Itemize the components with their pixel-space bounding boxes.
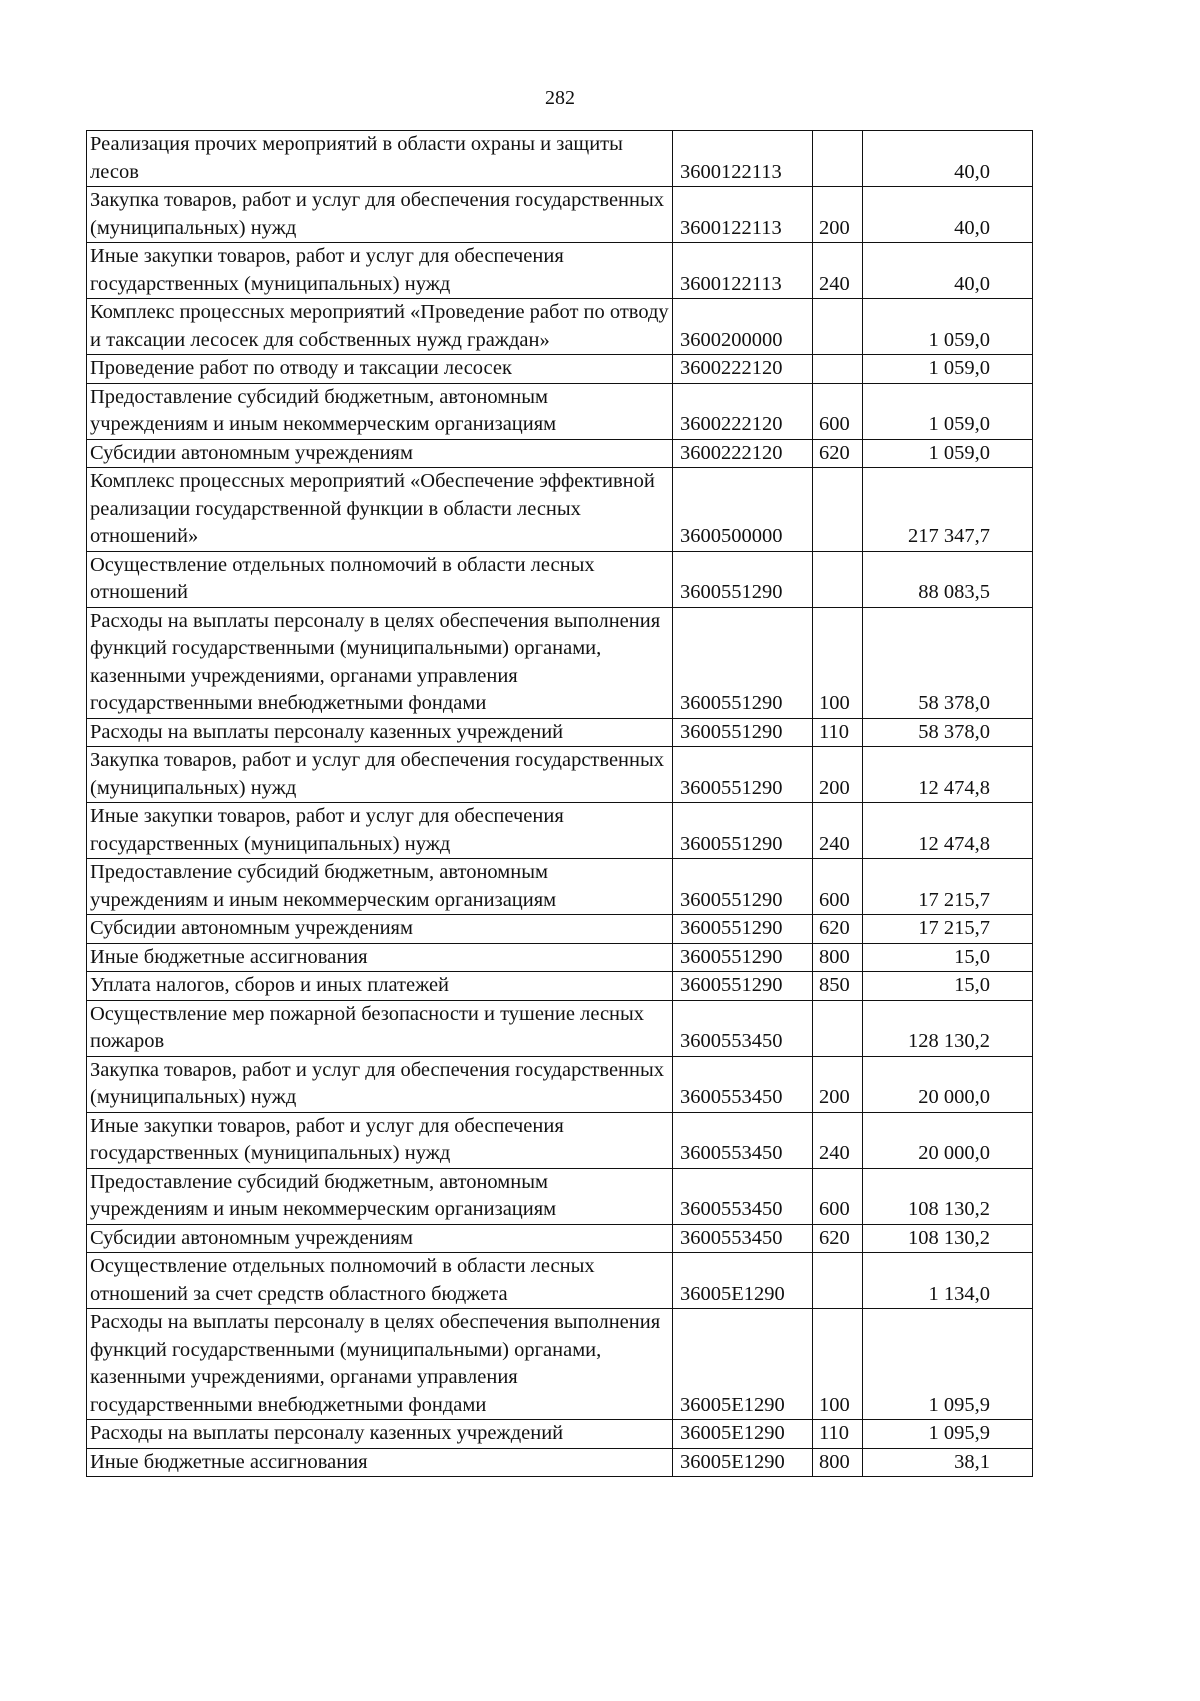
item-name: Предоставление субсидий бюджетным, автономным учреждениям и иным некоммерческим организациям <box>87 859 673 915</box>
target-code: 3600222120 <box>673 439 813 468</box>
target-code: 3600200000 <box>673 299 813 355</box>
item-name: Комплекс процессных мероприятий «Проведение работ по отводу и таксации лесосек для собственных нужд граждан» <box>87 299 673 355</box>
target-code: 3600551290 <box>673 943 813 972</box>
item-name: Субсидии автономным учреждениям <box>87 439 673 468</box>
table-row <box>87 299 1033 355</box>
target-code: 3600122113 <box>673 131 813 187</box>
table-row <box>87 131 1033 187</box>
expense-type: 240 <box>813 803 863 859</box>
table-row <box>87 859 1033 915</box>
target-code: 36005E1290 <box>673 1309 813 1420</box>
table-row <box>87 1253 1033 1309</box>
item-name: Расходы на выплаты персоналу в целях обеспечения выполнения функций государственными (муниципальными) органами, казенными учреждениями, органами управления государственными внебюджетными фондами <box>87 607 673 718</box>
amount: 17 215,7 <box>863 915 1033 944</box>
target-code: 3600551290 <box>673 915 813 944</box>
target-code: 36005E1290 <box>673 1448 813 1477</box>
amount: 1 134,0 <box>863 1253 1033 1309</box>
target-code: 3600551290 <box>673 803 813 859</box>
table-row <box>87 1168 1033 1224</box>
target-code: 3600222120 <box>673 383 813 439</box>
amount: 108 130,2 <box>863 1224 1033 1253</box>
item-name: Закупка товаров, работ и услуг для обеспечения государственных (муниципальных) нужд <box>87 1056 673 1112</box>
expense-type: 850 <box>813 972 863 1001</box>
amount: 1 059,0 <box>863 439 1033 468</box>
table-row <box>87 468 1033 552</box>
table-row <box>87 1224 1033 1253</box>
target-code: 3600553450 <box>673 1168 813 1224</box>
item-name: Предоставление субсидий бюджетным, автономным учреждениям и иным некоммерческим организациям <box>87 1168 673 1224</box>
expense-type: 800 <box>813 943 863 972</box>
expense-type <box>813 355 863 384</box>
expense-type: 200 <box>813 1056 863 1112</box>
item-name: Осуществление мер пожарной безопасности и тушение лесных пожаров <box>87 1000 673 1056</box>
target-code: 3600122113 <box>673 187 813 243</box>
table-row <box>87 243 1033 299</box>
table-row <box>87 607 1033 718</box>
expense-type: 620 <box>813 439 863 468</box>
expense-type: 620 <box>813 915 863 944</box>
target-code: 3600553450 <box>673 1000 813 1056</box>
amount: 17 215,7 <box>863 859 1033 915</box>
expense-type <box>813 1000 863 1056</box>
expense-type: 200 <box>813 747 863 803</box>
expense-type: 200 <box>813 187 863 243</box>
item-name: Иные бюджетные ассигнования <box>87 1448 673 1477</box>
item-name: Осуществление отдельных полномочий в области лесных отношений <box>87 551 673 607</box>
item-name: Расходы на выплаты персоналу казенных учреждений <box>87 1420 673 1449</box>
item-name: Субсидии автономным учреждениям <box>87 1224 673 1253</box>
item-name: Комплекс процессных мероприятий «Обеспечение эффективной реализации государственной функции в области лесных отношений» <box>87 468 673 552</box>
amount: 20 000,0 <box>863 1056 1033 1112</box>
amount: 1 095,9 <box>863 1420 1033 1449</box>
amount: 40,0 <box>863 131 1033 187</box>
target-code: 3600551290 <box>673 551 813 607</box>
expense-type: 600 <box>813 859 863 915</box>
amount: 108 130,2 <box>863 1168 1033 1224</box>
item-name: Иные закупки товаров, работ и услуг для обеспечения государственных (муниципальных) нужд <box>87 243 673 299</box>
table-row <box>87 1056 1033 1112</box>
expense-type: 240 <box>813 243 863 299</box>
table-row <box>87 383 1033 439</box>
amount: 1 059,0 <box>863 299 1033 355</box>
expense-type: 600 <box>813 1168 863 1224</box>
table-row <box>87 747 1033 803</box>
item-name: Закупка товаров, работ и услуг для обеспечения государственных (муниципальных) нужд <box>87 747 673 803</box>
item-name: Расходы на выплаты персоналу в целях обеспечения выполнения функций государственными (муниципальными) органами, казенными учреждениями, органами управления государственными внебюджетными фондами <box>87 1309 673 1420</box>
table-row <box>87 355 1033 384</box>
table-row <box>87 972 1033 1001</box>
table-row <box>87 1112 1033 1168</box>
table-row <box>87 718 1033 747</box>
amount: 58 378,0 <box>863 607 1033 718</box>
table-row <box>87 1420 1033 1449</box>
table-row <box>87 1000 1033 1056</box>
expense-type: 600 <box>813 383 863 439</box>
table-row <box>87 803 1033 859</box>
target-code: 3600553450 <box>673 1056 813 1112</box>
item-name: Закупка товаров, работ и услуг для обеспечения государственных (муниципальных) нужд <box>87 187 673 243</box>
budget-table <box>86 130 1033 1477</box>
item-name: Реализация прочих мероприятий в области охраны и защиты лесов <box>87 131 673 187</box>
target-code: 3600122113 <box>673 243 813 299</box>
item-name: Расходы на выплаты персоналу казенных учреждений <box>87 718 673 747</box>
amount: 217 347,7 <box>863 468 1033 552</box>
expense-type: 100 <box>813 607 863 718</box>
page-number: 282 <box>545 87 575 109</box>
amount: 58 378,0 <box>863 718 1033 747</box>
amount: 40,0 <box>863 243 1033 299</box>
target-code: 36005E1290 <box>673 1253 813 1309</box>
amount: 20 000,0 <box>863 1112 1033 1168</box>
item-name: Проведение работ по отводу и таксации лесосек <box>87 355 673 384</box>
amount: 38,1 <box>863 1448 1033 1477</box>
target-code: 3600551290 <box>673 972 813 1001</box>
table-row <box>87 1309 1033 1420</box>
expense-type <box>813 131 863 187</box>
expense-type: 110 <box>813 1420 863 1449</box>
target-code: 3600551290 <box>673 607 813 718</box>
table-row <box>87 551 1033 607</box>
amount: 12 474,8 <box>863 803 1033 859</box>
item-name: Субсидии автономным учреждениям <box>87 915 673 944</box>
target-code: 3600553450 <box>673 1112 813 1168</box>
expense-type <box>813 551 863 607</box>
amount: 1 059,0 <box>863 355 1033 384</box>
amount: 1 059,0 <box>863 383 1033 439</box>
expense-type: 800 <box>813 1448 863 1477</box>
expense-type <box>813 1253 863 1309</box>
target-code: 3600553450 <box>673 1224 813 1253</box>
amount: 128 130,2 <box>863 1000 1033 1056</box>
amount: 15,0 <box>863 943 1033 972</box>
target-code: 36005E1290 <box>673 1420 813 1449</box>
item-name: Иные закупки товаров, работ и услуг для обеспечения государственных (муниципальных) нужд <box>87 803 673 859</box>
item-name: Уплата налогов, сборов и иных платежей <box>87 972 673 1001</box>
target-code: 3600551290 <box>673 718 813 747</box>
expense-type: 110 <box>813 718 863 747</box>
table-row <box>87 943 1033 972</box>
amount: 1 095,9 <box>863 1309 1033 1420</box>
amount: 40,0 <box>863 187 1033 243</box>
item-name: Предоставление субсидий бюджетным, автономным учреждениям и иным некоммерческим организациям <box>87 383 673 439</box>
expense-type: 620 <box>813 1224 863 1253</box>
amount: 88 083,5 <box>863 551 1033 607</box>
table-row <box>87 439 1033 468</box>
amount: 15,0 <box>863 972 1033 1001</box>
expense-type <box>813 468 863 552</box>
target-code: 3600551290 <box>673 747 813 803</box>
expense-type: 240 <box>813 1112 863 1168</box>
item-name: Осуществление отдельных полномочий в области лесных отношений за счет средств областного бюджета <box>87 1253 673 1309</box>
table-row <box>87 915 1033 944</box>
expense-type <box>813 299 863 355</box>
target-code: 3600551290 <box>673 859 813 915</box>
item-name: Иные бюджетные ассигнования <box>87 943 673 972</box>
table-row <box>87 1448 1033 1477</box>
table-row <box>87 187 1033 243</box>
expense-type: 100 <box>813 1309 863 1420</box>
item-name: Иные закупки товаров, работ и услуг для обеспечения государственных (муниципальных) нужд <box>87 1112 673 1168</box>
amount: 12 474,8 <box>863 747 1033 803</box>
target-code: 3600222120 <box>673 355 813 384</box>
target-code: 3600500000 <box>673 468 813 552</box>
